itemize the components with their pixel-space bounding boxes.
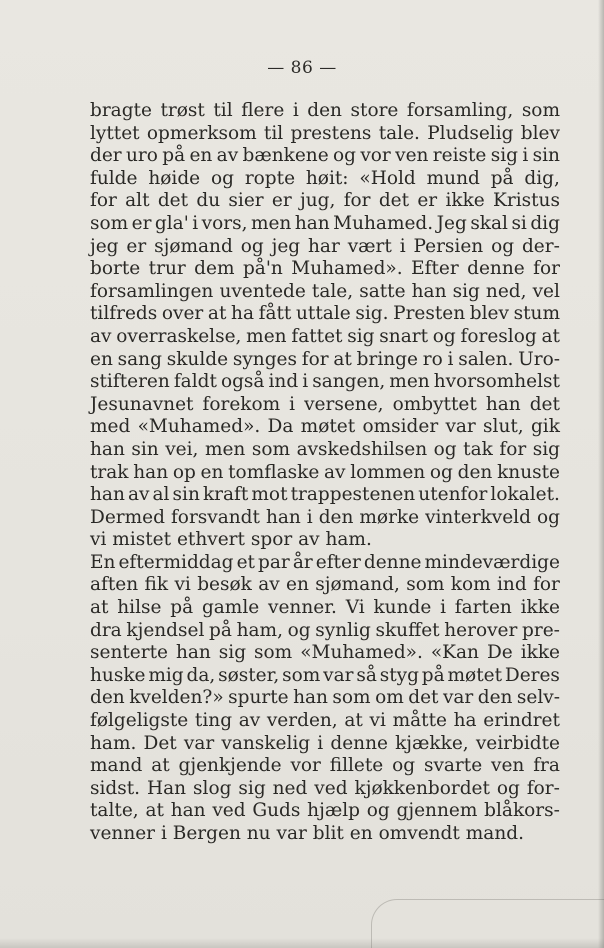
text-line: jeg er sjømand og jeg har vært i Persien og der- [90, 235, 560, 257]
text-line: borte trur dem på'n Muhamed». Efter denne for [90, 258, 560, 280]
text-line: med «Muhamed». Da møtet omsider var slut, gik [90, 416, 560, 438]
text-line: sidst. Han slog sig ned ved kjøkkenbordet og for- [90, 777, 560, 799]
text-line: stifteren faldt også ind i sangen, men hvorsomhelst [90, 371, 560, 393]
text-line: Dermed forsvandt han i den mørke vinterkveld og [90, 506, 560, 528]
text-line: for alt det du sier er jug, for det er ikke Kristus [90, 190, 560, 212]
text-line: han av al sin kraft mot trappestenen utenfor lokalet. [90, 484, 560, 506]
text-line: lyttet opmerksom til prestens tale. Pludselig blev [90, 122, 560, 144]
text-line: som er gla' i vors, men han Muhamed. Jeg skal si dig [90, 212, 560, 234]
text-line: en sang skulde synges for at bringe ro i salen. Uro- [90, 348, 560, 370]
text-line: der uro på en av bænkene og vor ven reiste sig i sin [90, 145, 560, 167]
text-line: av overraskelse, men fattet sig snart og foreslog at [90, 325, 560, 347]
text-line: Jesunavnet forekom i versene, ombyttet han det [90, 393, 560, 415]
text-line: følgeligste ting av verden, at vi måtte ha erindret [90, 710, 560, 732]
paragraph [90, 552, 560, 846]
text-line: mand at gjenkjende vor fillete og svarte ven fra [90, 755, 560, 777]
text-line: En eftermiddag et par år efter denne mindeværdige [90, 551, 560, 573]
text-line: ham. Det var vanskelig i denne kjække, veirbidte [90, 732, 560, 754]
page-bottom-shadow [0, 938, 604, 948]
page-edge-shadow [598, 0, 604, 948]
text-line: forsamlingen uventede tale, satte han sig ned, vel [90, 280, 560, 302]
text-line: han sin vei, men som avskedshilsen og tak for sig [90, 438, 560, 460]
text-line: venner i Bergen nu var blit en omvendt mand. [90, 823, 524, 844]
text-line: tilfreds over at ha fått uttale sig. Presten blev stum [90, 303, 560, 325]
body-text [90, 100, 560, 846]
text-line: den kvelden?» spurte han som om det var den selv- [90, 687, 560, 709]
text-line: dra kjendsel på ham, og synlig skuffet herover pre- [90, 619, 560, 641]
text-line: talte, at han ved Guds hjælp og gjennem blåkors- [90, 800, 560, 822]
paragraph [90, 100, 560, 552]
text-line: aften fik vi besøk av en sjømand, som kom ind for [90, 574, 560, 596]
text-line: huske mig da, søster, som var så styg på møtet Deres [90, 664, 560, 686]
text-line: at hilse på gamle venner. Vi kunde i farten ikke [90, 597, 560, 619]
text-line: trak han op en tomflaske av lommen og den knuste [90, 461, 560, 483]
page-number: — 86 — [267, 58, 337, 78]
text-line: senterte han sig som «Muhamed». «Kan De ikke [90, 642, 560, 664]
text-line: bragte trøst til flere i den store forsamling, som [90, 100, 560, 121]
text-line: vi mistet ethvert spor av ham. [90, 529, 372, 551]
text-line: fulde høide og ropte høit: «Hold mund på dig, [90, 167, 560, 189]
